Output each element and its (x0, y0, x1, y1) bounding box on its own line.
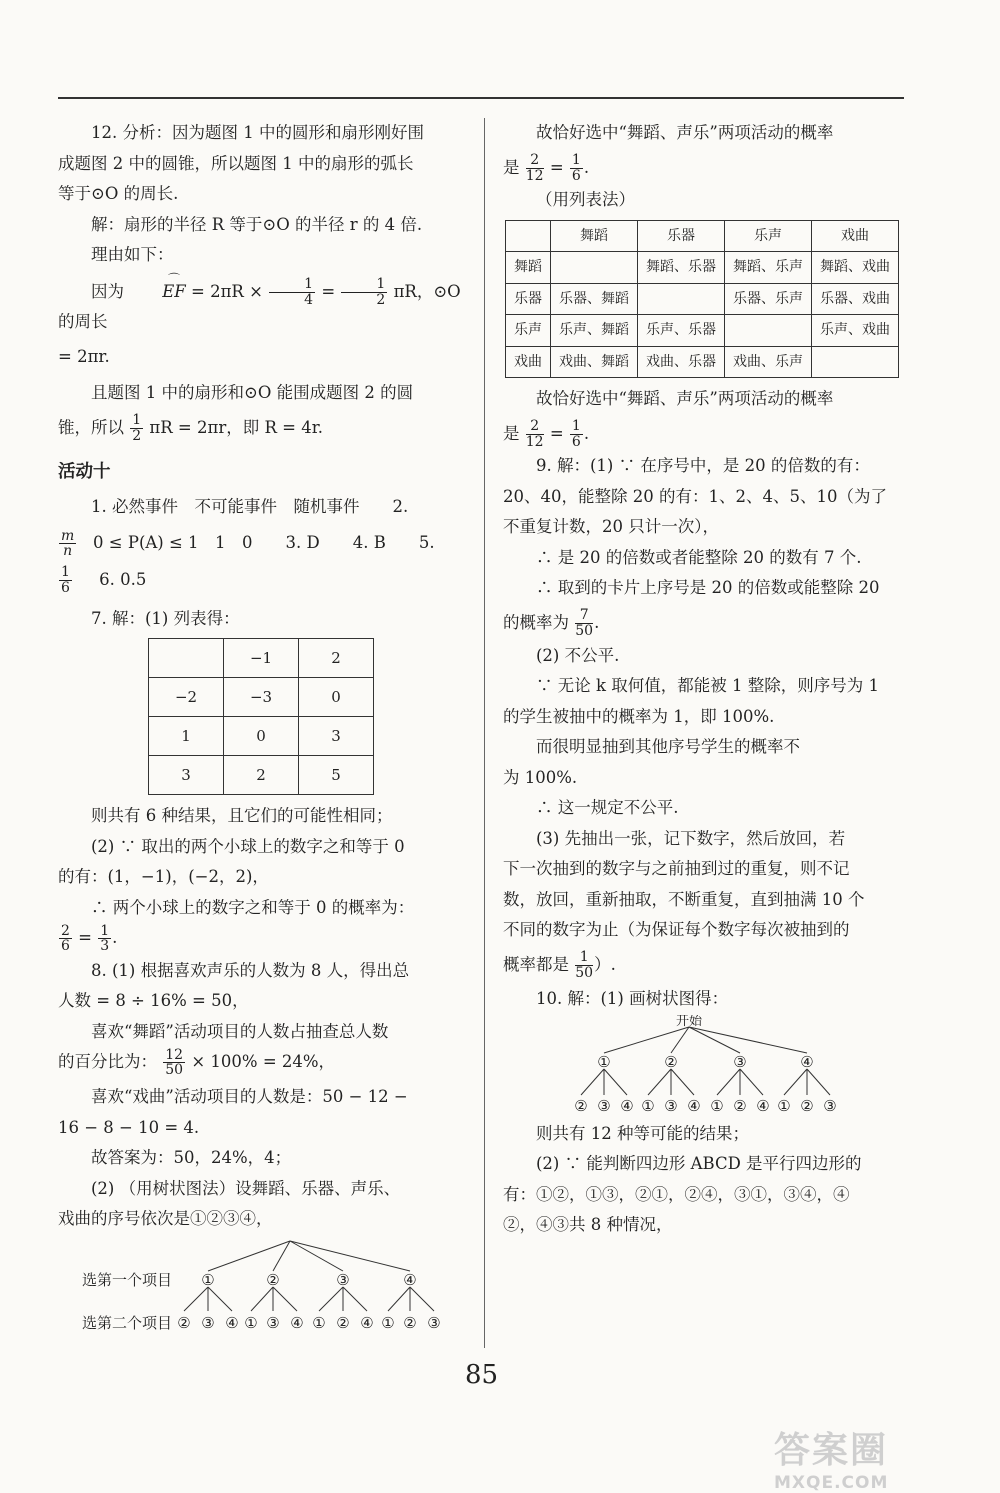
answers-2-5: $\frac{m}{n}$ 0 ≤ P(A) ≤ 1 1 0 3. D 4. B 5. (61, 527, 435, 560)
section-heading: 活动十 (58, 462, 111, 483)
table-row: 戏曲 戏曲、舞蹈 戏曲、乐器 戏曲、乐声 (506, 346, 899, 378)
tree-node: ④ (403, 1270, 417, 1289)
arc-ef: ⌒ EF (162, 271, 186, 301)
q8-tree-diagram (58, 1235, 468, 1335)
frac-1-50: $\frac{1}{50}$ (575, 948, 594, 981)
q8-4: 的百分比为： $\frac{12}{50}$ × 100% = 24%， (58, 1046, 336, 1079)
q9-14: 下一次抽到的数字与之前抽到过的重复，则不记 (503, 859, 850, 879)
q9-16: 不同的数字为止（为保证每个数字每次被抽到的 (503, 920, 850, 940)
tree-leaf: ② (403, 1313, 417, 1332)
table-row: −1 2 (149, 639, 374, 678)
right-column (503, 118, 905, 1241)
q10-tree-diagram (503, 1015, 905, 1115)
q12-analysis: 12. 分析：因为题图 1 中的圆形和扇形刚好围 (91, 123, 424, 142)
q8-8: (2) （用树状图法）设舞蹈、乐器、声乐、 (91, 1178, 401, 1198)
tree-leaf: ② (800, 1096, 814, 1115)
q9-12: ∴ 这一规定不公平. (536, 798, 679, 818)
left-column (58, 118, 468, 1335)
tree-leaf: ② (336, 1313, 350, 1332)
q9-6: 的概率为 $\frac{7}{50}$ . (503, 607, 600, 639)
q8-7: 故答案为：50，24%，4； (91, 1148, 292, 1168)
watermark-url: MXQE.COM (774, 1473, 889, 1493)
tree-leaf: ③ (427, 1313, 441, 1332)
tree-leaf: ④ (360, 1313, 374, 1332)
q9-8: ∵ 无论 k 取何值，都能被 1 整除，则序号为 1 (536, 676, 879, 696)
tree-leaf: ① (641, 1096, 655, 1115)
tree-leaf: ③ (201, 1313, 215, 1332)
q8-5: 喜欢“戏曲”活动项目的人数是：50 − 12 − (91, 1087, 408, 1107)
table-row: 乐声 乐声、舞蹈 乐声、乐器 乐声、戏曲 (506, 315, 899, 347)
table-row: 舞蹈 乐器 乐声 戏曲 (506, 220, 899, 252)
frac-1-4: $\frac{1}{4}$ (269, 277, 315, 307)
tree-node: ③ (733, 1052, 747, 1071)
column-divider (484, 118, 485, 1348)
q10-result: 则共有 12 种等可能的结果； (536, 1123, 749, 1143)
frac-7-50: $\frac{7}{50}$ (575, 607, 594, 639)
q9-11: 为 100%. (503, 767, 578, 787)
tree-leaf: ④ (225, 1313, 239, 1332)
frac-12-50: $\frac{12}{50}$ (165, 1046, 184, 1079)
q8-9: 戏曲的序号依次是①②③④， (58, 1209, 273, 1229)
frac-m-n: $\frac{m}{n}$ (61, 527, 75, 560)
tree-node: ③ (336, 1270, 350, 1289)
q9-9: 的学生被抽中的概率为 1，即 100%. (503, 706, 775, 726)
q10-1: 10. 解：(1) 画树状图得： (536, 989, 729, 1009)
tree-node: ① (201, 1270, 215, 1289)
answers-1-2: 1. 必然事件 不可能事件 随机事件 2. (91, 496, 409, 516)
q8-1: 8. (1) 根据喜欢声乐的人数为 8 人，得出总 (91, 960, 410, 980)
tree-node: ② (664, 1052, 678, 1071)
tree-label-second: 选第二个项目 (82, 1313, 173, 1332)
watermark-text: 答案圈 (774, 1430, 889, 1471)
tree-leaf: ② (733, 1096, 747, 1115)
activity-table (505, 220, 899, 379)
r-prob-1-val: 是 $\frac{2}{12}$ = $\frac{1}{6}$ . (503, 151, 590, 184)
r-prob-1: 故恰好选中“舞蹈、声乐”两项活动的概率 (536, 123, 834, 142)
tree-leaf: ④ (756, 1096, 770, 1115)
q9-4: ∴ 是 20 的倍数或者能整除 20 的数有 7 个. (536, 547, 862, 567)
frac-1-6b: $\frac{1}{6}$ (571, 151, 581, 184)
q10-2: (2) ∵ 能判断四边形 ABCD 是平行四边形的 (536, 1154, 862, 1174)
tree-node: ② (266, 1270, 280, 1289)
q7-part2-b: 的有：(1，−1)，(−2，2)， (58, 867, 269, 887)
q8-2: 人数 = 8 ÷ 16% = 50， (58, 991, 249, 1011)
q9-17: 概率都是 $\frac{1}{50}$ ）. (503, 948, 616, 981)
q7-part2: (2) ∵ 取出的两个小球上的数字之和等于 0 (91, 836, 405, 856)
tree-leaf: ③ (597, 1096, 611, 1115)
tree-leaf: ① (777, 1096, 791, 1115)
r-prob-2: 故恰好选中“舞蹈、声乐”两项活动的概率 (536, 389, 834, 409)
tree-leaf: ④ (687, 1096, 701, 1115)
q12-analysis-2: 成题图 2 中的圆锥，所以题图 1 中的扇形的弧长 (58, 153, 414, 173)
tree-leaf: ① (381, 1313, 395, 1332)
r-prob-2-val: 是 $\frac{2}{12}$ = $\frac{1}{6}$ . (503, 418, 590, 450)
table-row: 舞蹈 舞蹈、乐器 舞蹈、乐声 舞蹈、戏曲 (506, 252, 899, 284)
table-row: 3 2 5 (149, 756, 374, 795)
q8-6: 16 − 8 − 10 = 4. (58, 1117, 200, 1137)
tree-leaf: ④ (290, 1313, 304, 1332)
tree-leaf: ④ (620, 1096, 634, 1115)
q9-5: ∴ 取到的卡片上序号是 20 的倍数或能整除 20 (536, 578, 880, 598)
table-row: 乐器 乐器、舞蹈 乐器、乐声 乐器、戏曲 (506, 283, 899, 315)
frac-1-3: $\frac{1}{3}$ (100, 922, 110, 955)
q12-arc-formula: 因为 ⌒ EF = 2πR × $\frac{1}{4}$ = $\frac{1}{2}$ πR，⊙O 的周长 (58, 271, 461, 332)
q10-4: ②，④③共 8 种情况， (503, 1215, 673, 1235)
list-method: （用列表法） (536, 190, 635, 210)
tree-node: ④ (800, 1052, 814, 1071)
tree-leaf: ② (177, 1313, 191, 1332)
frac-1-2: $\frac{1}{2}$ (341, 277, 387, 307)
tree-node: ① (597, 1052, 611, 1071)
tree-leaf: ① (312, 1313, 326, 1332)
tree-start: 开始 (675, 1014, 703, 1029)
answers-5-6: $\frac{1}{6}$ 6. 0.5 (61, 564, 147, 597)
frac-2-12: $\frac{2}{12}$ (525, 151, 544, 184)
q12-analysis-3: 等于⊙O 的周长. (58, 184, 179, 203)
q12-cone-1: 且题图 1 中的扇形和⊙O 能围成题图 2 的圆 (91, 383, 414, 403)
q9-13: (3) 先抽出一张，记下数字，然后放回，若 (536, 828, 846, 848)
q9-3: 不重复计数，20 只计一次）， (503, 517, 719, 537)
watermark-logo (774, 1422, 974, 1493)
q9-2: 20、40，能整除 20 的有：1、2、4、5、10（为了 (503, 486, 887, 506)
q12-solution: 解：扇形的半径 R 等于⊙O 的半径 r 的 4 倍. (91, 214, 423, 234)
q9-7: (2) 不公平. (536, 645, 620, 665)
q12-circumference: = 2πr. (58, 346, 110, 366)
q9-1: 9. 解：(1) ∵ 在序号中，是 20 的倍数的有： (536, 456, 870, 476)
q7-prob: $\frac{2}{6}$ = $\frac{1}{3}$ . (61, 922, 118, 955)
tree-leaf: ③ (664, 1096, 678, 1115)
q12-reason: 理由如下： (91, 245, 174, 264)
tree-leaf: ① (244, 1313, 258, 1332)
page-number: 85 (465, 1360, 499, 1390)
q10-3: 有：①②，①③，②①，②④，③①，③④，④ (503, 1184, 850, 1204)
tree-leaf: ② (574, 1096, 588, 1115)
q9-10: 而很明显抽到其他序号学生的概率不 (536, 737, 800, 757)
q7-result: 则共有 6 种结果，且它们的可能性相同； (91, 806, 393, 826)
frac-2-12b: $\frac{2}{12}$ (525, 418, 544, 450)
tree-leaf: ① (710, 1096, 724, 1115)
table-row: −2 −3 0 (149, 678, 374, 717)
q7-table (148, 638, 374, 795)
frac-2-6: $\frac{2}{6}$ (61, 922, 70, 955)
q7-part2-c: ∴ 两个小球上的数字之和等于 0 的概率为： (91, 897, 415, 917)
header-rule (58, 97, 904, 99)
q12-cone-2: 锥，所以 $\frac{1}{2}$ πR = 2πr，即 R = 4r. (58, 412, 324, 444)
table-row: 1 0 3 (149, 717, 374, 756)
q8-3: 喜欢“舞蹈”活动项目的人数占抽查总人数 (91, 1021, 389, 1041)
tree-leaf: ③ (823, 1096, 837, 1115)
tree-label-first: 选第一个项目 (82, 1270, 173, 1289)
tree-leaf: ③ (266, 1313, 280, 1332)
q9-15: 数，放回，重新抽取，不断重复，直到抽满 10 个 (503, 889, 865, 909)
q7-head: 7. 解：(1) 列表得： (91, 608, 240, 628)
frac-1-6c: $\frac{1}{6}$ (571, 418, 581, 450)
frac-1-2b: $\frac{1}{2}$ (132, 412, 142, 444)
frac-1-6: $\frac{1}{6}$ (61, 564, 70, 597)
